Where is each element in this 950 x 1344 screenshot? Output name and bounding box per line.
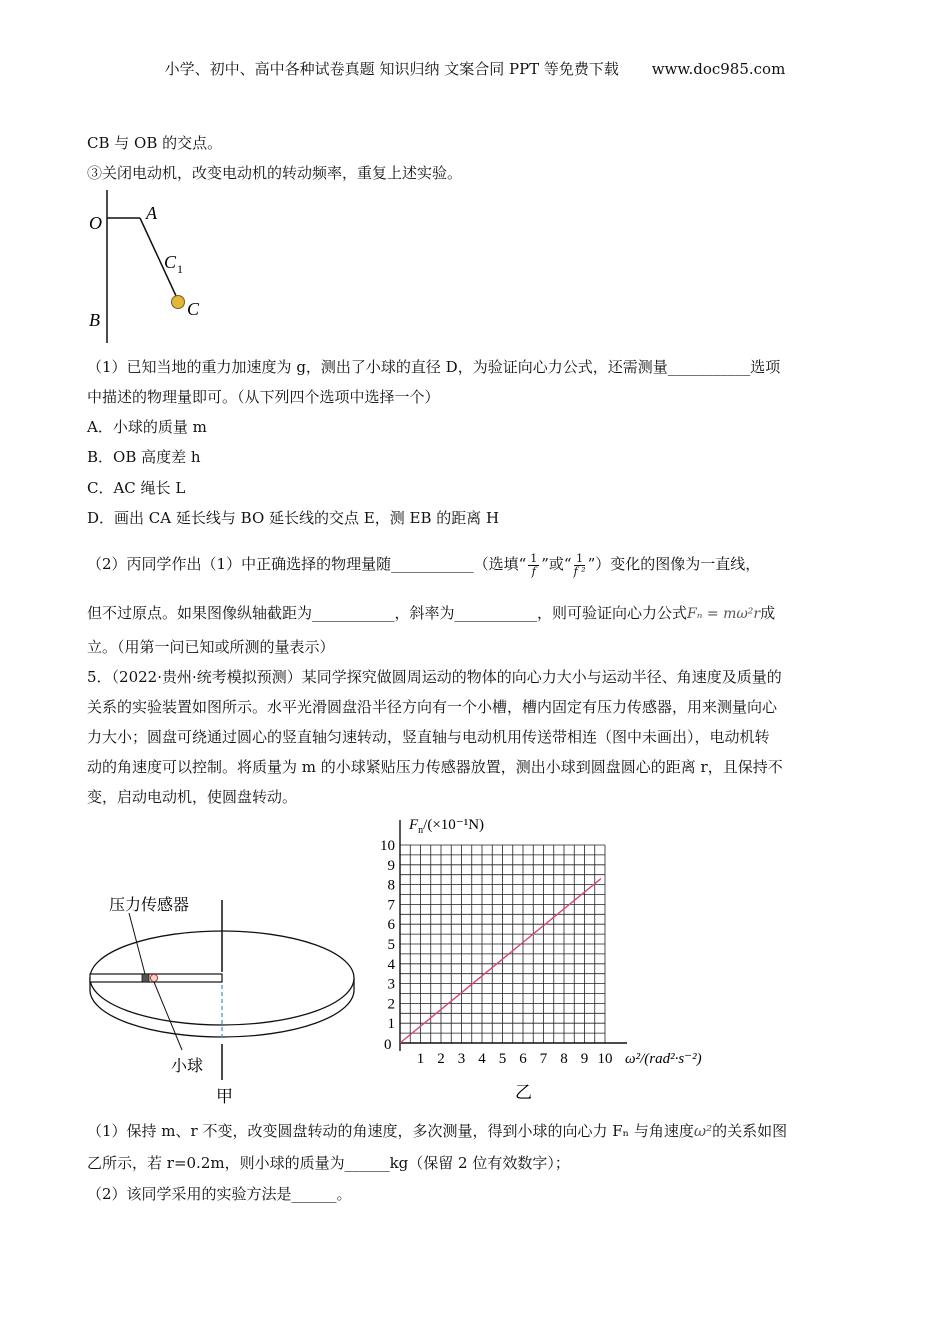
q4-part1-line2: 中描述的物理量即可。（从下列四个选项中选择一个） bbox=[87, 388, 440, 406]
sensor-label: 压力传感器 bbox=[109, 897, 190, 914]
omega-squared: ω² bbox=[693, 1122, 713, 1140]
q4-part2-line1: （2）丙同学作出（1）中正确选择的物理量随___________（选填“ $\frac{1}{f}$ ”或“ $\frac{1}{\text{f ²}}$ ”）变化的图像为一直线， bbox=[87, 551, 761, 578]
y-axis-label: $F_n/(\times 10^{-1}N)$ bbox=[409, 817, 485, 836]
y-tick-label: 10 bbox=[380, 838, 395, 854]
y-tick-label: 3 bbox=[387, 976, 395, 993]
q4-part1-blank[interactable]: ___________ bbox=[667, 358, 751, 376]
y-tick-label: 6 bbox=[387, 917, 395, 934]
y-tick-label: 8 bbox=[387, 877, 395, 894]
fraction-1-over-f: $\frac{1}{f}$ bbox=[530, 551, 538, 578]
header-text: 小学、初中、高中各种试卷真题 知识归纳 文案合同 PPT 等免费下载 bbox=[164, 60, 619, 78]
option-a[interactable]: A．小球的质量 m bbox=[87, 418, 207, 436]
label-C1-sub: 1 bbox=[177, 262, 183, 276]
q5-line4: 动的角速度可以控制。将质量为 m 的小球紧贴压力传感器放置，测出小球到圆盘圆心的距离 r，且保持不 bbox=[87, 758, 783, 776]
option-c[interactable]: C．AC 绳长 L bbox=[87, 479, 186, 497]
chart-grid bbox=[400, 845, 605, 1043]
label-C: C bbox=[187, 299, 200, 319]
x-tick-labels bbox=[417, 1051, 613, 1067]
q5-line2: 关系的实验装置如图所示。水平光滑圆盘沿半径方向有一个小槽，槽内固定有压力传感器，用来测量向心 bbox=[87, 698, 778, 716]
x-tick-label: 5 bbox=[498, 1051, 507, 1067]
q5-line3: 力大小；圆盘可绕通过圆心的竖直轴匀速转动，竖直轴与电动机用传送带相连（图中未画出），电动机转 bbox=[87, 728, 770, 746]
label-C1: C bbox=[164, 252, 177, 272]
q5-part2: （2）该同学采用的实验方法是______。 bbox=[87, 1185, 352, 1203]
method-blank[interactable]: ______ bbox=[291, 1185, 337, 1203]
x-tick-label: 3 bbox=[457, 1051, 466, 1067]
figure-caption-jia: 甲 bbox=[216, 1087, 233, 1106]
q5-line1: 5．（2022·贵州·统考模拟预测）某同学探究做圆周运动的物体的向心力大小与运动半径、角速度及质量的 bbox=[87, 668, 782, 686]
y-tick-label: 7 bbox=[387, 897, 395, 914]
q4-step3: ③关闭电动机，改变电动机的转动频率，重复上述实验。 bbox=[87, 164, 463, 182]
label-B: B bbox=[89, 310, 100, 330]
q5-part1-line2: 乙所示，若 r=0.2m，则小球的质量为______kg（保留 2 位有效数字）； bbox=[87, 1154, 570, 1172]
q4-line-cb: CB 与 OB 的交点。 bbox=[87, 134, 223, 152]
fn-omega-chart bbox=[370, 810, 730, 1110]
q4-part2-blank[interactable]: ___________ bbox=[391, 555, 474, 573]
option-b[interactable]: B．OB 高度差 h bbox=[87, 448, 201, 466]
x-tick-label: 10 bbox=[597, 1051, 613, 1067]
y-tick-label: 9 bbox=[387, 857, 395, 874]
fraction-1-over-f2: $\frac{1}{\text{f ²}}$ bbox=[573, 551, 586, 578]
q4-part2-line2: 但不过原点。如果图像纵轴截距为___________，斜率为___________，则可验证向心力公式Fₙ = mω²r成 bbox=[87, 604, 776, 622]
x-tick-label: 9 bbox=[580, 1051, 589, 1067]
formula: Fₙ = mω²r bbox=[687, 606, 761, 622]
page-header bbox=[0, 58, 950, 79]
x-tick-label: 8 bbox=[560, 1051, 568, 1067]
pendulum-figure bbox=[85, 185, 225, 345]
x-tick-label: 7 bbox=[539, 1051, 548, 1067]
q4-part1-line1: （1）已知当地的重力加速度为 g，测出了小球的直径 D，为验证向心力公式，还需测量___________选项 bbox=[87, 358, 781, 376]
y-tick-label: 4 bbox=[387, 956, 395, 973]
mass-blank[interactable]: ______ bbox=[344, 1154, 390, 1172]
q5-part1-line1: （1）保持 m、r 不变，改变圆盘转动的角速度，多次测量，得到小球的向心力 Fₙ 与角速度ω²的关系如图 bbox=[87, 1122, 788, 1140]
x-tick-label: 1 bbox=[416, 1051, 425, 1067]
label-A: A bbox=[146, 203, 157, 223]
origin-label: 0 bbox=[384, 1037, 392, 1053]
label-O: O bbox=[89, 213, 102, 233]
slope-blank[interactable]: ___________ bbox=[454, 604, 538, 622]
disk-figure bbox=[85, 880, 365, 1110]
y-tick-label: 5 bbox=[387, 937, 395, 953]
data-line-fn-vs-omega2 bbox=[400, 879, 601, 1043]
y-tick-label: 2 bbox=[387, 996, 395, 1013]
y-tick-labels bbox=[380, 838, 396, 1032]
y-tick-label: 1 bbox=[387, 1016, 395, 1033]
x-tick-label: 2 bbox=[437, 1051, 445, 1067]
header-url[interactable]: www.doc985.com bbox=[651, 60, 786, 78]
q5-line5: 变，启动电动机，使圆盘转动。 bbox=[87, 788, 298, 806]
x-tick-label: 6 bbox=[519, 1051, 527, 1067]
intercept-blank[interactable]: ___________ bbox=[312, 604, 395, 622]
figure-caption-yi: 乙 bbox=[515, 1083, 532, 1102]
x-tick-label: 4 bbox=[478, 1051, 486, 1067]
x-axis-label: ω²/(rad²·s⁻²) bbox=[625, 1051, 702, 1067]
ball-label: 小球 bbox=[171, 1058, 204, 1075]
option-d[interactable]: D．画出 CA 延长线与 BO 延长线的交点 E，测 EB 的距离 H bbox=[87, 509, 500, 527]
q4-part2-line3: 立。（用第一问已知或所测的量表示） bbox=[87, 638, 335, 656]
